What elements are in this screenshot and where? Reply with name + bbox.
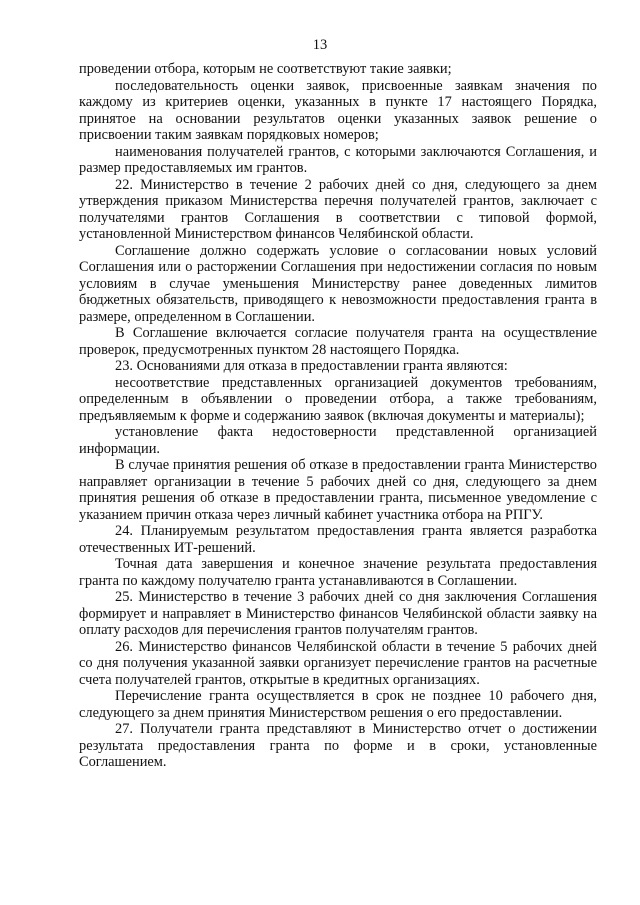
- page-number: 13: [312, 37, 328, 53]
- paragraph: последовательность оценки заявок, присвоенные заявкам значения по каждому из критериев оценки, указанных в пункте 17 настоящего Порядка, принятое на основании результатов оценки указанных заявок решение о присвоении таким заявкам порядковых номеров;: [79, 77, 597, 143]
- paragraph: Перечисление гранта осуществляется в срок не позднее 10 рабочего дня, следующего за днем принятия Министерством решения о его предоставлении.: [79, 688, 597, 721]
- paragraph: 24. Планируемым результатом предоставления гранта является разработка отечественных ИТ-решений.: [79, 523, 597, 556]
- paragraph: Соглашение должно содержать условие о согласовании новых условий Соглашения или о расторжении Соглашения при недостижении согласия по новым условиям в случае уменьшения Министерству ранее доведенных лимитов бюджетных обязательств, приводящего к невозможности предоставления гранта в размере, определенном в Соглашении.: [79, 242, 597, 325]
- paragraph: проведении отбора, которым не соответствуют такие заявки;: [79, 61, 452, 77]
- paragraph: В случае принятия решения об отказе в предоставлении гранта Министерство направляет организации в течение 5 рабочих дней со дня, следующего за днем принятия решения об отказе в предоставлении гранта, письменное уведомление с указанием причин отказа через личный кабинет участника отбора на РПГУ.: [79, 457, 597, 523]
- document-body: [79, 61, 597, 771]
- paragraph: 26. Министерство финансов Челябинской области в течение 5 рабочих дней со дня получения указанной заявки организует перечисление грантов на расчетные счета получателей грантов, открытые в кредитных организациях.: [79, 638, 597, 688]
- paragraph: наименования получателей грантов, с которыми заключаются Соглашения, и размер предоставляемых им грантов.: [79, 143, 597, 176]
- paragraph: несоответствие представленных организацией документов требованиям, определенным в объявлении о проведении отбора, а также требованиям, предъявляемым к форме и содержанию заявок (включая документы и материалы);: [79, 374, 597, 424]
- paragraph: 25. Министерство в течение 3 рабочих дней со дня заключения Соглашения формирует и направляет в Министерство финансов Челябинской области заявку на оплату расходов для перечисления грантов получателям грантов.: [79, 589, 597, 638]
- paragraph: 22. Министерство в течение 2 рабочих дней со дня, следующего за днем утверждения приказом Министерства перечня получателей грантов, заключает с получателями грантов Соглашения в соответствии с типовой формой, установленной Министерством финансов Челябинской области.: [79, 176, 597, 242]
- paragraph: установление факта недостоверности представленной организацией информации.: [79, 424, 597, 457]
- paragraph: 27. Получатели гранта представляют в Министерство отчет о достижении результата предоставления гранта по форме и в сроки, установленные Соглашением.: [79, 721, 597, 770]
- paragraph: 23. Основаниями для отказа в предоставлении гранта являются:: [115, 358, 508, 374]
- paragraph: В Соглашение включается согласие получателя гранта на осуществление проверок, предусмотренных пунктом 28 настоящего Порядка.: [79, 325, 597, 358]
- paragraph: Точная дата завершения и конечное значение результата предоставления гранта по каждому получателю гранта устанавливаются в Соглашении.: [79, 556, 597, 589]
